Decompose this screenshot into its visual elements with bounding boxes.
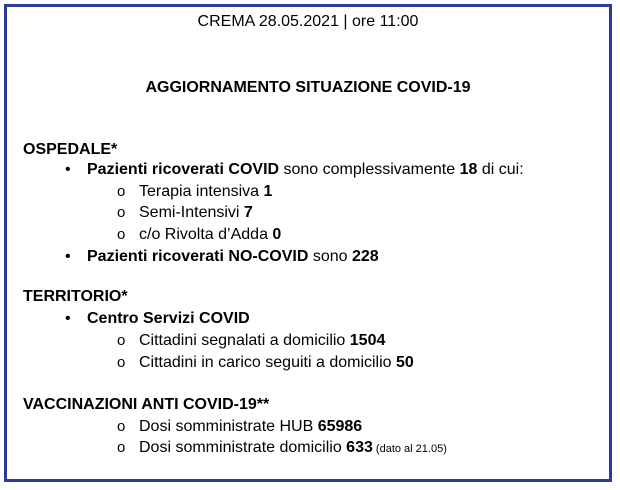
circle-bullet-icon [117,183,139,201]
sub-value: 1504 [349,332,386,349]
nocovid-text: sono [308,248,352,265]
bullet-icon [65,310,87,328]
ospedale-sub-item [117,226,281,244]
centro-label: Centro Servizi COVID [87,310,250,327]
sub-label: Dosi somministrate HUB [139,418,318,435]
section-vaccinazioni-heading: VACCINAZIONI ANTI COVID-19** [23,396,270,413]
ospedale-sub-item [117,183,272,201]
sub-value: 0 [272,226,282,243]
ospedale-nocovid-line [65,248,379,266]
report-date-header: CREMA 28.05.2021 | ore 11:00 [197,13,419,30]
sub-value: 633 [346,439,373,456]
circle-bullet-icon [117,204,139,222]
ospedale-covid-line [65,161,524,179]
bullet-icon [65,161,87,179]
sub-label: Semi-Intensivi [139,204,244,221]
section-ospedale-heading: OSPEDALE* [23,141,118,158]
date-note: (dato al 21.05) [372,443,447,455]
sub-label: Cittadini in carico seguiti a domicilio [139,354,396,371]
circle-bullet-icon [117,418,139,436]
vaccinazioni-sub-item [117,439,447,457]
circle-bullet-icon [117,332,139,350]
sub-label: Dosi somministrate domicilio [139,439,347,456]
sub-value: 1 [263,183,273,200]
sub-value: 65986 [317,418,363,435]
circle-bullet-icon [117,354,139,372]
covid-total: 18 [459,161,478,178]
territorio-sub-item [117,332,385,350]
covid-text: sono complessivamente [279,161,460,178]
territorio-sub-item [117,354,414,372]
nocovid-label: Pazienti ricoverati NO-COVID [87,248,309,265]
sub-value: 7 [243,204,253,221]
sub-label: c/o Rivolta d’Adda [139,226,273,243]
circle-bullet-icon [117,226,139,244]
vaccinazioni-sub-item [117,418,362,436]
report-frame [4,4,612,482]
section-territorio-heading: TERRITORIO* [23,288,128,305]
territorio-centro-line [65,310,250,328]
nocovid-value: 228 [351,248,379,265]
ospedale-sub-item [117,204,253,222]
sub-label: Terapia intensiva [139,183,264,200]
sub-label: Cittadini segnalati a domicilio [139,332,350,349]
covid-label: Pazienti ricoverati COVID [87,161,280,178]
bullet-icon [65,248,87,266]
sub-value: 50 [396,354,414,371]
report-title: AGGIORNAMENTO SITUAZIONE COVID-19 [145,79,471,96]
circle-bullet-icon [117,439,139,457]
covid-suffix: di cui: [477,161,524,178]
